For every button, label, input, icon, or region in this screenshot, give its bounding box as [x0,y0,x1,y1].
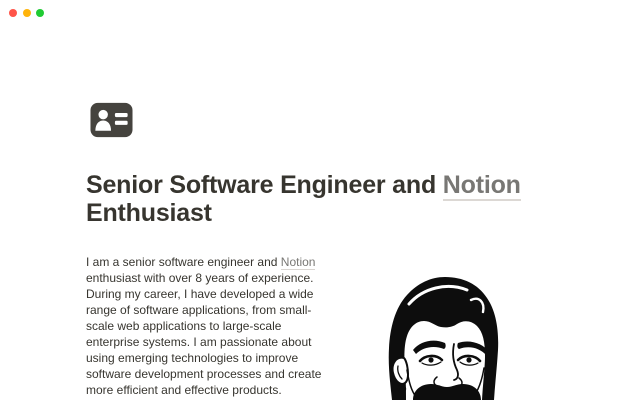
portrait-illustration [371,270,523,400]
minimize-button[interactable] [23,9,31,17]
bearded-man-line-art [371,270,523,400]
id-card-icon[interactable] [90,102,133,138]
body-paragraph [86,254,326,398]
zoom-button[interactable] [36,9,44,17]
body-text-after: enthusiast with over 8 years of experience. During my career, I have developed a wide range of software applications, from small-scale web applications to large-scale enterprise systems. I am passionate about using emerging technologies to improve software development processes and create more efficient and effective products. [86,271,322,397]
page-title [86,171,558,227]
id-card-icon-graphic [90,102,133,138]
body-text-before: I am a senior software engineer and [86,255,281,269]
page-title-text-after: Enthusiast [86,199,212,227]
body-notion-link[interactable]: Notion [280,255,316,269]
close-button[interactable] [9,9,17,17]
title-notion-link[interactable]: Notion [442,171,521,199]
window-controls [9,9,44,17]
page-title-text-before: Senior Software Engineer and [86,171,443,199]
